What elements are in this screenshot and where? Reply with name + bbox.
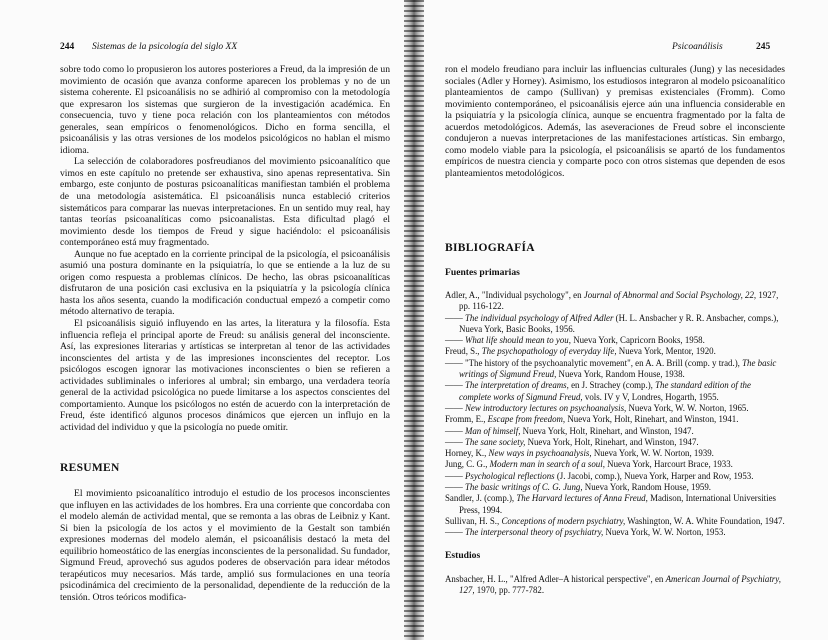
- reference-item: —— The basic writings of C. G. Jung, Nueva York, Random House, 1959.: [445, 482, 712, 493]
- reference-item: Ansbacher, H. L., "Alfred Adler–A historical perspective", en American Journal of Psychiatry, 127, 1970, pp. 777-782.: [445, 574, 781, 596]
- reference-item: —— The interpretation of dreams, en J. Strachey (comp.), The standard edition of the complete works of Sigmund Freud, vols. IV y V, Londres, Hogarth, 1955.: [445, 380, 751, 402]
- reference-item: Sandler, J. (comp.), The Harvard lectures of Anna Freud, Madison, International Universities Press, 1994.: [445, 493, 777, 515]
- reference-item: Horney, K., New ways in psychoanalysis, Nueva York, W. W. Norton, 1939.: [445, 448, 714, 459]
- primary-references: [445, 290, 785, 539]
- right-body-text: [445, 64, 785, 179]
- paragraph: El movimiento psicoanalítico introdujo el estudio de los procesos inconscientes que influyen en las actividades de los hombres. Era una corriente que concordaba con el modelo alemán de actividad mental, que se remonta a las obras de Leibniz y Kant. Si bien la psicología de los actos y el movimiento de la Gestalt son también expresiones modernas del modelo alemán, el psicoanálisis destacó la meta del equilibrio homeostático de las energías inconscientes de la personalidad. Su fundador, Sigmund Freud, aprovechó sus agudos poderes de observación para idear métodos terapéuticos muy necesarios. Más tarde, amplió sus formulaciones en una teoría psicodinámica del crecimiento de la personalidad, dependiente de la reducción de la tensión. Otros teóricos modifica-: [60, 488, 390, 603]
- reference-item: —— The interpersonal theory of psychiatry, Nueva York, W. W. Norton, 1953.: [445, 527, 726, 538]
- reference-item: —— Psychological reflections (J. Jacobi, comp.), Nueva York, Harper and Row, 1953.: [445, 470, 754, 481]
- book-gutter: [404, 0, 424, 640]
- reference-item: Adler, A., "Individual psychology", en Journal of Abnormal and Social Psychology, 22, 1927, pp. 116-122.: [445, 290, 779, 312]
- bibliography-heading: BIBLIOGRAFÍA: [445, 242, 535, 254]
- reference-item: —— New introductory lectures on psychoanalysis, Nueva York, W. W. Norton, 1965.: [445, 402, 749, 413]
- resumen-text: [60, 488, 390, 603]
- reference-item: Freud, S., The psychopathology of everyday life, Nueva York, Mentor, 1920.: [445, 346, 716, 357]
- reference-item: Jung, C. G., Modern man in search of a soul, Nueva York, Harcourt Brace, 1933.: [445, 459, 733, 470]
- reference-item: —— The individual psychology of Alfred Adler (H. L. Ansbacher y R. R. Ansbacher, comps.), Nueva York, Basic Books, 1956.: [445, 312, 779, 334]
- reference-item: —— "The history of the psychoanalytic movement", en A. A. Brill (comp. y trad.), The basic writings of Sigmund Freud, Nueva York, Random House, 1938.: [445, 357, 777, 380]
- left-body-text: [60, 64, 390, 434]
- reference-item: Fromm, E., Escape from freedom, Nueva York, Holt, Rinehart, and Winston, 1941.: [445, 414, 739, 425]
- right-page-number: 245: [756, 42, 771, 52]
- study-references: [445, 574, 785, 597]
- reference-item: Sullivan, H. S., Conceptions of modern psychiatry, Washington, W. A. White Foundation, 1947.: [445, 515, 785, 526]
- primary-sources-heading: Fuentes primarias: [445, 267, 520, 278]
- right-running-head: Psicoanálisis: [672, 42, 723, 52]
- studies-heading: Estudios: [445, 550, 481, 561]
- paragraph: ron el modelo freudiano para incluir las influencias culturales (Jung) y las necesidades sociales (Adler y Horney). Asimismo, los estudiosos integraron al modelo psicoanalítico planteamientos de campo (Sullivan) y premisas existenciales (Fromm). Como movimiento contemporáneo, el psicoanálisis ejerce aún una influencia considerable en la psiquiatría y la psicología clínica, aunque se encuentra fragmentado por la falta de acuerdos metodológicos. Además, las aseveraciones de Freud sobre el inconsciente condujeron a nuevas interpretaciones de las manifestaciones artísticas. Sin embargo, como modelo viable para la psicología, el psicoanálisis se apartó de los fundamentos empíricos de nuestra ciencia y comparte poco con otros sistemas que dependen de esos planteamientos metodológicos.: [445, 64, 785, 179]
- reference-item: —— The sane society, Nueva York, Holt, Rinehart, and Winston, 1947.: [445, 436, 699, 447]
- paragraph: El psicoanálisis siguió influyendo en las artes, la literatura y la filosofía. Esta influencia refleja el principal aporte de Freud: su análisis general del inconsciente. Así, las expresiones literarias y artísticas se interpretan al tenor de las actividades inconscientes del artista y de las impresiones inconscientes del receptor. Los psicólogos escogen ignorar las motivaciones inconscientes o bien se refieren a actividades subliminales o inferiores al umbral; sin embargo, una verdadera teoría general de la actividad psicológica no puede limitarse a los aspectos conscientes del comportamiento. Aunque los psicólogos no estén de acuerdo con la interpretación de Freud, éste identificó algunos procesos dinámicos que ejercen un influjo en la actividad del individuo y que la psicología no puede omitir.: [60, 318, 390, 433]
- paragraph: Aunque no fue aceptado en la corriente principal de la psicología, el psicoanálisis asumió una postura dominante en la psiquiatría, lo que se entiende a la luz de su origen como respuesta a problemas clínicos. De hecho, las obras psicoanalíticas disfrutaron de una posición casi exclusiva en la psiquiatría y la psicología clínica hasta los años sesenta, cuando la modificación conductual empezó a competir como método alternativo de terapia.: [60, 248, 390, 318]
- reference-item: —— Man of himself, Nueva York, Holt, Rinehart, and Winston, 1947.: [445, 425, 694, 436]
- paragraph: La selección de colaboradores posfreudianos del movimiento psicoanalítico que vimos en este capítulo no pretende ser exhaustiva, sino apenas representativa. Sin embargo, este conjunto de posturas psicoanalíticas manifiestan también el problema de una metodología asistemática. El psicoanálisis nunca estableció criterios sistemáticos para comparar las nuevas interpretaciones. En un sentido muy real, hay tantas teorías psicoanalíticas como psicoanalistas. Esta dificultad plagó el movimiento desde los tiempos de Freud y sigue haciéndolo: el psicoanálisis contemporáneo está muy fragmentado.: [60, 156, 390, 249]
- reference-item: —— What life should mean to you, Nueva York, Capricorn Books, 1958.: [445, 335, 705, 346]
- resumen-heading: RESUMEN: [60, 462, 120, 474]
- left-page-number: 244: [60, 42, 75, 52]
- paragraph: sobre todo como lo propusieron los autores posteriores a Freud, da la impresión de un movimiento de ocasión que avanza conforme aparecen los problemas y no de un sistema coherente. El psicoanálisis no se adhirió al compromiso con la metodología que expresaron los sistemas que surgieron de la investigación académica. En consecuencia, tuvo y tiene poca relación con los planteamientos con métodos generales, sean empíricos o fenomenológicos. Dicho en forma sencilla, el psicoanálisis y las otras versiones de los modelos psicológicos no hablan el mismo idioma.: [60, 64, 390, 156]
- left-running-head: Sistemas de la psicología del siglo XX: [92, 42, 238, 52]
